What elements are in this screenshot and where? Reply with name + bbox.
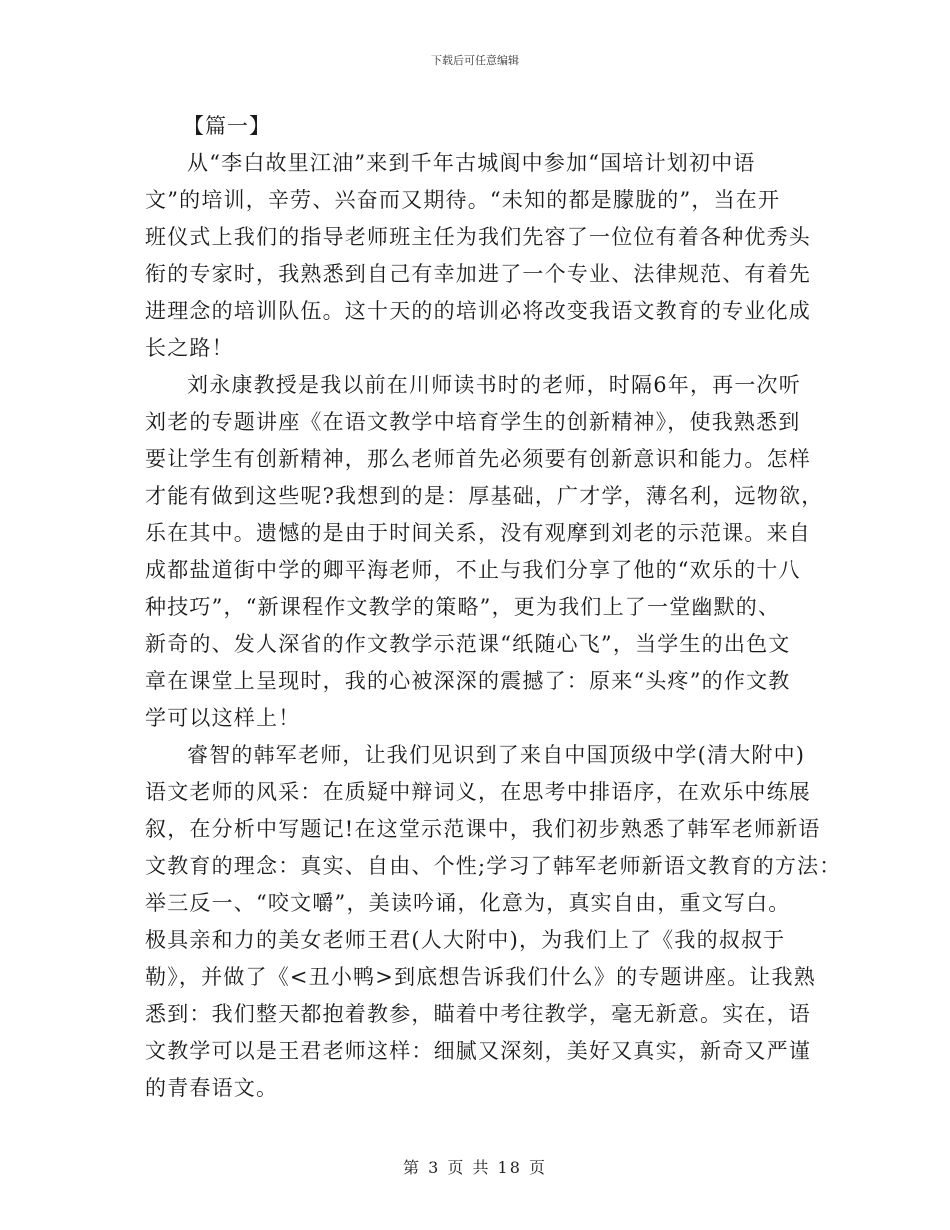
section-title: 【篇一】 [183,114,271,138]
text-line: 乐在其中。遗憾的是由于时间关系，没有观摩到刘老的示范课。来自 [145,521,811,545]
text-line: 种技巧”，“新课程作文教学的策略”，更为我们上了一堂幽默的、 [145,595,781,619]
text-line: 衔的专家时，我熟悉到自己有幸加进了一个专业、法律规范、有着先 [145,262,811,286]
text-line: 进理念的培训队伍。这十天的的培训必将改变我语文教育的专业化成 [145,299,811,323]
text-line: 刘永康教授是我以前在川师读书时的老师，时隔6年，再一次听 [187,373,801,397]
page-header: 下载后可任意编辑 [431,54,519,67]
text-line: 文”的培训，辛劳、兴奋而又期待。“未知的都是朦胧的”，当在开 [145,188,781,212]
text-line: 长之路！ [145,336,234,360]
text-line: 新奇的、发人深省的作文教学示范课“纸随心飞”，当学生的出色文 [145,632,791,656]
text-line: 章在课堂上呈现时，我的心被深深的震撼了：原来“头疼”的作文教 [145,669,791,693]
text-line: 学可以这样上！ [145,706,301,730]
text-line: 文教育的理念：真实、自由、个性;学习了韩军老师新语文教育的方法： [145,854,842,878]
text-line: 才能有做到这些呢?我想到的是：厚基础，广才学，薄名利，远物欲， [145,484,824,508]
document-body [145,108,842,1107]
text-line: 勒》，并做了《<丑小鸭>到底想告诉我们什么》的专题讲座。让我熟 [145,965,816,989]
text-line: 成都盐道街中学的卿平海老师，不止与我们分享了他的“欢乐的十八 [145,558,801,582]
text-line: 文教学可以是王君老师这样：细腻又深刻，美好又真实，新奇又严谨 [145,1039,811,1063]
text-line: 举三反一、“咬文嚼”，美读吟诵，化意为，真实自由，重文写白。 [145,891,791,915]
text-line: 悉到：我们整天都抱着教参，瞄着中考往教学，毫无新意。实在，语 [145,1002,811,1026]
page-footer: 第 3 页 共 18 页 [403,1158,547,1177]
text-line: 叙，在分析中写题记!在这堂示范课中，我们初步熟悉了韩军老师新语 [145,817,821,841]
text-line: 语文老师的风采：在质疑中辩词义，在思考中排语序，在欢乐中练展 [145,780,811,804]
text-line: 极具亲和力的美女老师王君(人大附中)，为我们上了《我的叔叔于 [145,928,786,952]
text-line: 睿智的韩军老师，让我们见识到了来自中国顶级中学(清大附中) [187,743,806,767]
text-line: 要让学生有创新精神，那么老师首先必须要有创新意识和能力。怎样 [145,447,811,471]
text-line: 刘老的专题讲座《在语文教学中培育学生的创新精神》，使我熟悉到 [145,410,801,434]
text-line: 班仪式上我们的指导老师班主任为我们先容了一位位有着各种优秀头 [145,225,811,249]
text-line: 从“李白故里江油”来到千年古城阆中参加“国培计划初中语 [187,151,756,175]
text-line: 的青春语文。 [145,1076,279,1100]
